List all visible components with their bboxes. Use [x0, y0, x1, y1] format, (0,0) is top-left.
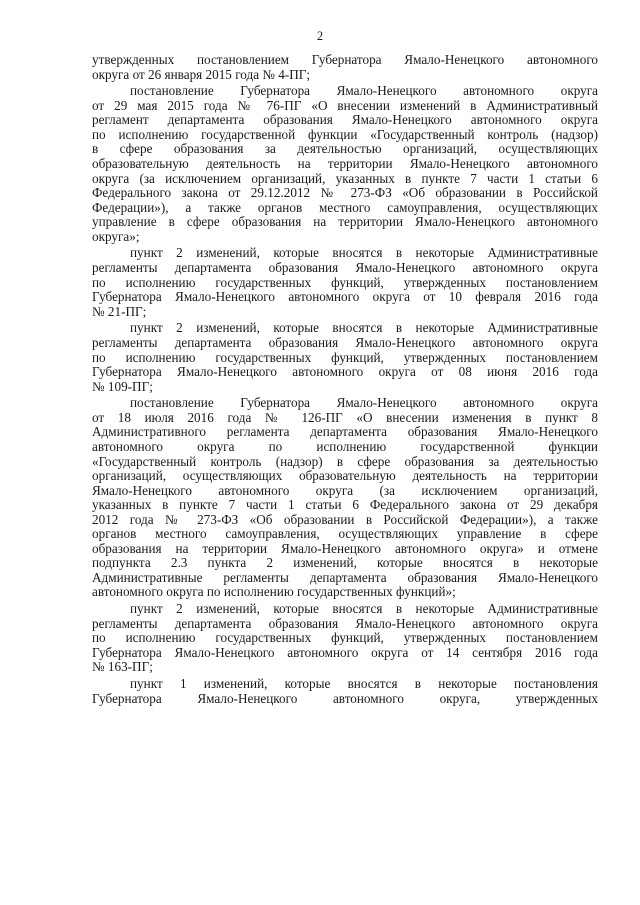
text-line: образовательную деятельность на территории Ямало-Ненецкого автономного [92, 156, 598, 172]
text-line: постановление Губернатора Ямало-Ненецкого автономного округа [130, 395, 598, 411]
text-line: органов местного самоуправления, осуществляющих управление в сфере [92, 526, 598, 542]
paragraph [92, 53, 598, 82]
text-line: по исполнению государственных функций, утвержденных постановлением [92, 630, 598, 646]
text-line: от 18 июля 2016 года № 126-ПГ «О внесении изменения в пункт 8 [92, 409, 598, 425]
text-line: № 163-ПГ; [92, 659, 153, 675]
text-line: постановление Губернатора Ямало-Ненецкого автономного округа [130, 83, 598, 99]
text-line: № 109-ПГ; [92, 378, 153, 394]
text-line: подпункта 2.3 пункта 2 изменений, которые вносятся в некоторые [92, 555, 598, 571]
paragraph [92, 246, 598, 319]
text-line: Федерации»), а также органов местного самоуправления, осуществляющих [92, 199, 598, 215]
paragraph [92, 677, 598, 706]
text-line: округа»; [92, 228, 140, 244]
text-line: Губернатора Ямало-Ненецкого автономного округа, утвержденных [92, 690, 598, 706]
paragraph [92, 602, 598, 675]
text-line: регламенты департамента образования Ямало-Ненецкого автономного округа [92, 334, 598, 350]
text-line: № 21-ПГ; [92, 303, 147, 319]
text-line: Губернатора Ямало-Ненецкого автономного округа от 08 июня 2016 года [92, 364, 598, 380]
paragraph [92, 321, 598, 394]
text-line: управление в сфере образования на территории Ямало-Ненецкого автономного [92, 214, 598, 230]
text-line: Административного регламента департамента образования Ямало-Ненецкого [92, 424, 598, 440]
text-line: регламенты департамента образования Ямало-Ненецкого автономного округа [92, 260, 598, 276]
text-line: от 29 мая 2015 года № 76-ПГ «О внесении изменений в Административный [92, 97, 598, 113]
text-line: регламенты департамента образования Ямало-Ненецкого автономного округа [92, 615, 598, 631]
text-line: Ямало-Ненецкого автономного округа (за исключением организаций, [92, 482, 598, 498]
text-line: по исполнению государственных функций, утвержденных постановлением [92, 274, 598, 290]
text-line: регламент департамента образования Ямало-Ненецкого автономного округа [92, 112, 598, 128]
text-line: 2012 года № 273-ФЗ «Об образовании в Российской Федерации»), а также [92, 511, 598, 527]
text-line: Губернатора Ямало-Ненецкого автономного округа от 10 февраля 2016 года [92, 289, 598, 305]
page-number: 2 [316, 29, 324, 43]
text-line: Административные регламенты департамента образования Ямало-Ненецкого [92, 569, 598, 585]
text-line: указанных в пункте 7 части 1 статьи 6 Федерального закона от 29 декабря [92, 497, 598, 513]
text-line: в сфере образования за деятельностью организаций, осуществляющих [92, 141, 598, 157]
text-line: по исполнению государственных функций, утвержденных постановлением [92, 349, 598, 365]
text-line: утвержденных постановлением Губернатора Ямало-Ненецкого автономного [92, 52, 598, 67]
text-line: округа от 26 января 2015 года № 4-ПГ; [92, 66, 311, 82]
text-line: «Государственный контроль (надзор) в сфере образования за деятельностью [92, 453, 598, 469]
text-line: Губернатора Ямало-Ненецкого автономного округа от 14 сентября 2016 года [92, 644, 598, 660]
text-line: образования на территории Ямало-Ненецкого автономного округа» и отмене [92, 540, 598, 556]
text-line: пункт 2 изменений, которые вносятся в некоторые Административные [130, 245, 598, 261]
text-line: пункт 2 изменений, которые вносятся в некоторые Административные [130, 601, 598, 617]
paragraph [92, 396, 598, 600]
paragraph [92, 84, 598, 244]
text-line: автономного округа по исполнению государственной функции [92, 438, 598, 454]
text-line: по исполнению государственной функции «Государственный контроль (надзор) [92, 126, 598, 142]
document-body [92, 53, 598, 708]
text-line: Федерального закона от 29.12.2012 № 273-ФЗ «Об образовании в Российской [92, 185, 598, 201]
text-line: автономного округа по исполнению государственных функций»; [92, 584, 456, 600]
text-line: пункт 2 изменений, которые вносятся в некоторые Административные [130, 320, 598, 336]
text-line: организаций, осуществляющих образовательную деятельность на территории [92, 468, 598, 484]
text-line: округа (за исключением организаций, указанных в пункте 7 части 1 статьи 6 [92, 170, 598, 186]
text-line: пункт 1 изменений, которые вносятся в некоторые постановления [130, 676, 598, 692]
